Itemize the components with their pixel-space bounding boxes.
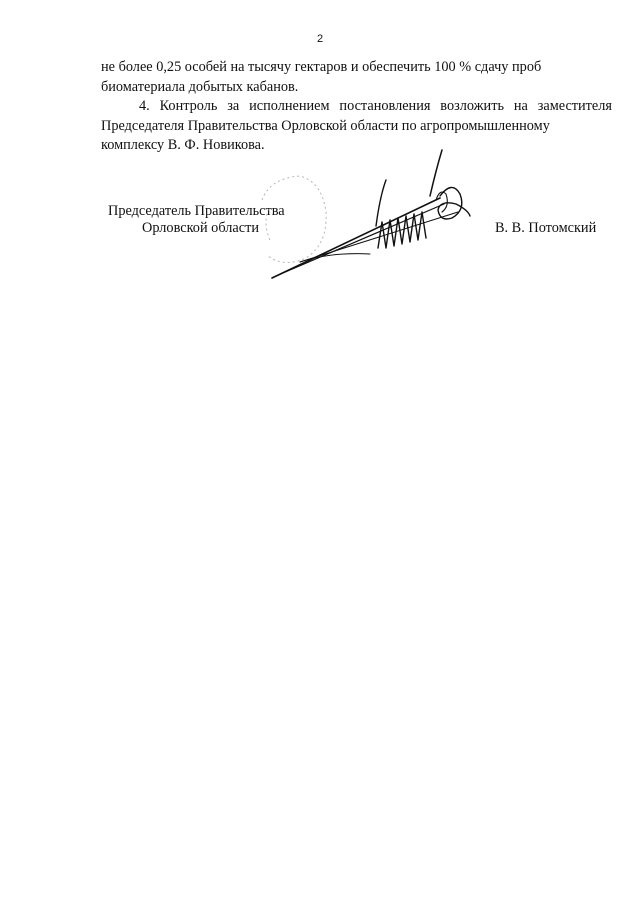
signatory-name: В. В. Потомский: [495, 220, 597, 236]
paragraph-item-4-end: комплексу В. Ф. Новикова.: [101, 137, 265, 153]
paragraph-continuation: не более 0,25 особей на тысячу гектаров и обеспечить 100 % сдачу проб: [101, 59, 542, 75]
handwritten-signature: [272, 150, 470, 278]
signatory-title-line-1: Председатель Правительства: [108, 203, 285, 219]
page-number: 2: [316, 33, 324, 45]
paragraph-item-4: 4. Контроль за исполнением постановления возложить на заместителя Председателя Правительства Орловской области по агропромышленному: [101, 98, 612, 134]
document-body: [101, 58, 612, 156]
signatory-title-line-2: Орловской области: [142, 220, 259, 236]
paragraph-continuation-end: биоматериала добытых кабанов.: [101, 78, 299, 95]
